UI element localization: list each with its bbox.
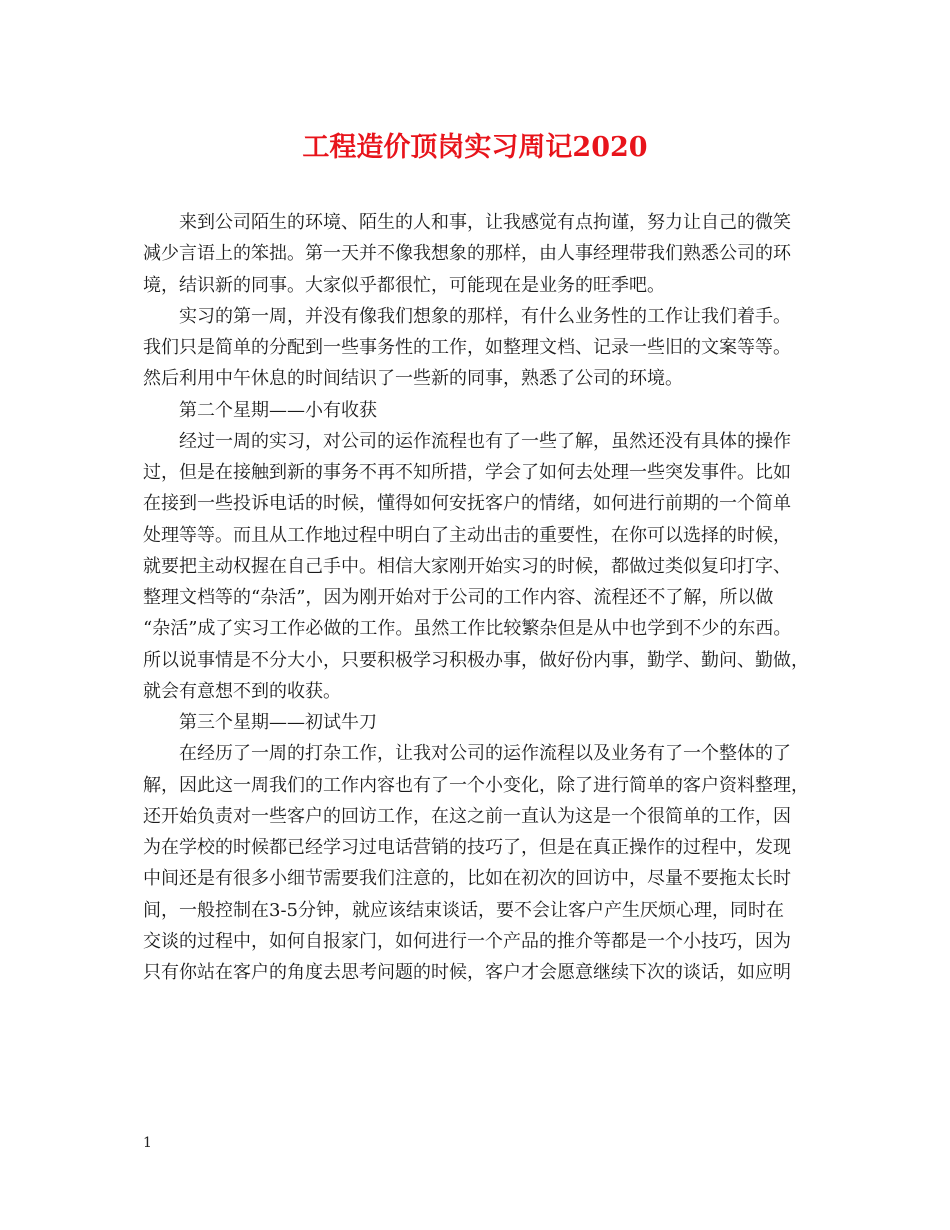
document-title: 工程造价顶岗实习周记2020 xyxy=(302,132,648,163)
text-line: 解，因此这一周我们的工作内容也有了一个小变化，除了进行简单的客户资料整理， xyxy=(143,774,809,796)
text-line: 我们只是简单的分配到一些事务性的工作，如整理文档、记录一些旧的文案等等。 xyxy=(143,337,791,358)
text-line: 第三个星期——初试牛刀 xyxy=(179,712,377,733)
text-line: 在接到一些投诉电话的时候，懂得如何安抚客户的情绪，如何进行前期的一个简单 xyxy=(143,493,791,515)
text-line: 在经历了一周的打杂工作，让我对公司的运作流程以及业务有了一个整体的了 xyxy=(179,743,791,765)
text-line: 然后利用中午休息的时间结识了一些新的同事，熟悉了公司的环境。 xyxy=(143,368,683,390)
text-line: 境，结识新的同事。大家似乎都很忙，可能现在是业务的旺季吧。 xyxy=(143,274,665,296)
page-number: 1 xyxy=(143,1135,152,1151)
text-line: 来到公司陌生的环境、陌生的人和事，让我感觉有点拘谨，努力让自己的微笑 xyxy=(179,212,791,233)
text-line: 就会有意想不到的收获。 xyxy=(143,680,341,702)
text-line: 交谈的过程中，如何自报家门，如何进行一个产品的推介等都是一个小技巧，因为 xyxy=(143,930,791,952)
text-line: “杂活”成了实习工作必做的工作。虽然工作比较繁杂但是从中也学到不少的东西。 xyxy=(143,618,792,640)
text-line: 过，但是在接触到新的事务不再不知所措，学会了如何去处理一些突发事件。比如 xyxy=(143,462,791,483)
text-line: 还开始负责对一些客户的回访工作，在这之前一直认为这是一个很简单的工作，因 xyxy=(143,805,791,827)
text-line: 整理文档等的“杂活”，因为刚开始对于公司的工作内容、流程还不了解，所以做 xyxy=(143,587,774,608)
text-line: 处理等等。而且从工作地过程中明白了主动出击的重要性，在你可以选择的时候， xyxy=(143,524,791,546)
text-line: 第二个星期——小有收获 xyxy=(179,399,377,421)
text-line: 经过一周的实习，对公司的运作流程也有了一些了解，虽然还没有具体的操作 xyxy=(179,430,791,452)
text-line: 为在学校的时候都已经学习过电话营销的技巧了，但是在真正操作的过程中，发现 xyxy=(143,837,791,858)
document-body xyxy=(143,207,826,988)
text-line: 就要把主动权握在自己手中。相信大家刚开始实习的时候，都做过类似复印打字、 xyxy=(143,555,791,577)
text-line: 实习的第一周，并没有像我们想象的那样，有什么业务性的工作让我们着手。 xyxy=(179,305,791,327)
text-line: 只有你站在客户的角度去思考问题的时候，客户才会愿意继续下次的谈话，如应明 xyxy=(143,962,791,983)
text-line: 中间还是有很多小细节需要我们注意的，比如在初次的回访中，尽量不要拖太长时 xyxy=(143,868,791,890)
text-line: 间，一般控制在3-5分钟，就应该结束谈话，要不会让客户产生厌烦心理，同时在 xyxy=(143,899,784,921)
text-line: 减少言语上的笨拙。第一天并不像我想象的那样，由人事经理带我们熟悉公司的环 xyxy=(143,243,791,265)
text-line: 所以说事情是不分大小，只要积极学习积极办事，做好份内事，勤学、勤问、勤做， xyxy=(143,649,809,671)
